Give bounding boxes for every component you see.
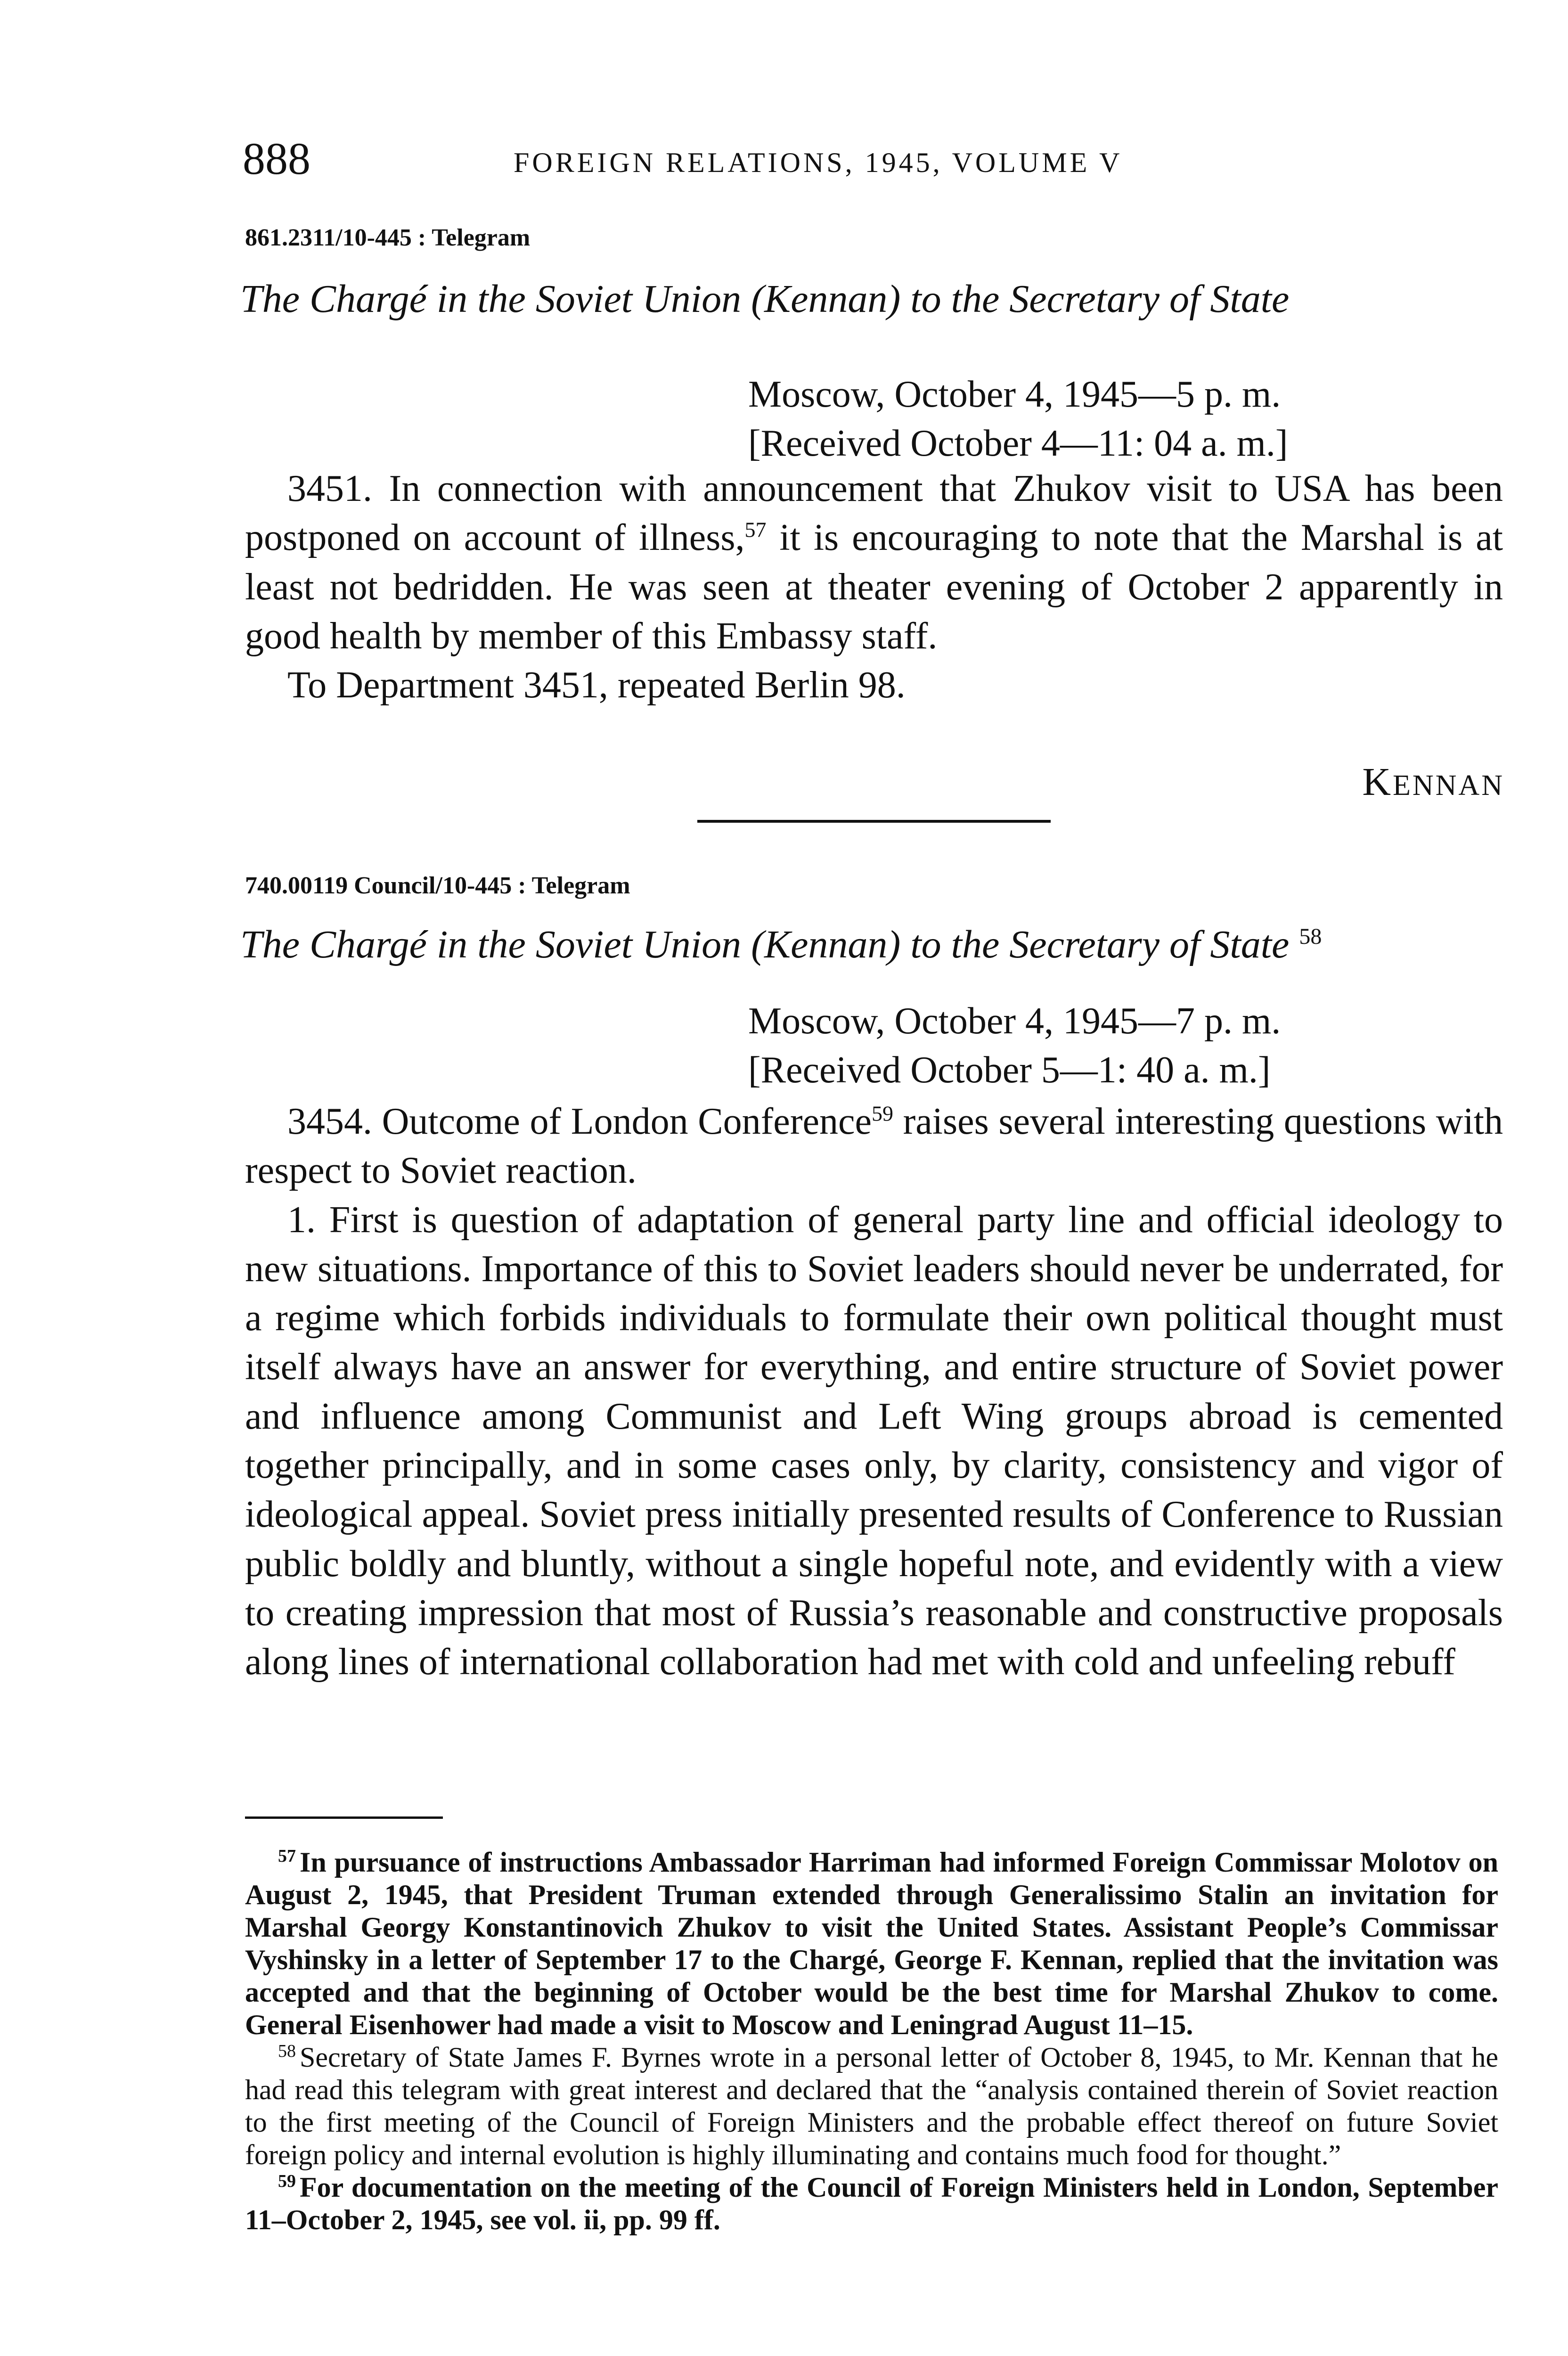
page-number: 888 [243, 133, 310, 184]
doc2-paragraph-1-text-a: 3454. Outcome of London Conference [287, 1101, 872, 1142]
signer-initial: K [1362, 760, 1393, 804]
dateline-2-sent: Moscow, October 4, 1945—7 p. m. [748, 1000, 1281, 1042]
dateline-1-received: [Received October 4—11: 04 a. m.] [748, 423, 1288, 464]
footnote-rule [245, 1816, 443, 1819]
dateline-1 [748, 370, 1502, 468]
file-reference-1: 861.2311/10-445 : Telegram [245, 224, 531, 251]
footnote-57-text: In pursuance of instructions Ambassador Harriman had informed Foreign Commissar Molotov on August 2, 1945, that President Truman extended through Generalissimo Stalin an invitation for Marshal Georgy Konstantinovich Zhukov to visit the United States. Assistant People’s Commissar Vyshinsky in a letter of September 17 to the Chargé, George F. Kennan, replied that the invitation was accepted and that the beginning of October would be the best time for Marshal Zhukov to come. General Eisenhower had made a visit to Moscow and Leningrad August 11–15. [245, 1847, 1498, 2040]
footnote-59-text: For documentation on the meeting of the Council of Foreign Ministers held in London, September 11–October 2, 1945, see vol. ii, pp. 99 ff. [245, 2172, 1498, 2235]
signer-rest: ENNAN [1393, 769, 1504, 802]
footnote-ref-57: 57 [744, 517, 767, 542]
footnote-58-number: 58 [278, 2041, 296, 2061]
footnote-59 [245, 2171, 1498, 2236]
footnote-58 [245, 2041, 1498, 2171]
file-reference-2: 740.00119 Council/10-445 : Telegram [245, 872, 630, 899]
footnotes [245, 1846, 1498, 2236]
document-title-2-text: The Chargé in the Soviet Union (Kennan) to the Secretary of State [240, 923, 1290, 966]
footnote-58-text: Secretary of State James F. Byrnes wrote in a personal letter of October 8, 1945, to Mr. Kennan that he had read this telegram with great interest and declared that the “analysis contained therein of Soviet reaction to the first meeting of the Council of Foreign Ministers and the probable effect thereof on future Soviet foreign policy and internal evolution is highly illuminating and contains much food for thought.” [245, 2042, 1498, 2170]
document-title-2 [240, 921, 1322, 968]
doc1-paragraph-1 [245, 464, 1503, 661]
doc1-paragraph-1-text-b: it is encouraging to note that the Marshal is at least not bedridden. He was seen at theater evening of October 2 apparently in good health by member of this Embassy staff. [245, 517, 1503, 657]
section-divider [697, 820, 1051, 823]
doc1-paragraph-1-text-a: 3451. In connection with announcement that Zhukov visit to USA has been postponed on account of illness, [245, 468, 1503, 559]
doc2-paragraph-2: 1. First is question of adaptation of general party line and official ideology to new situations. Importance of this to Soviet leaders should never be underrated, for a regime which forbids individuals to formulate their own political thought must itself always have an answer for everything, and entire structure of Soviet power and influence among Communist and Left Wing groups abroad is cemented together principally, and in some cases only, by clarity, consistency and vigor of ideological appeal. Soviet press initially presented results of Conference to Russian public boldly and bluntly, without a single hopeful note, and evidently with a view to creating impression that most of Russia’s reasonable and constructive proposals along lines of international collaboration had met with cold and unfeeling rebuff [245, 1199, 1503, 1683]
footnote-ref-58: 58 [1299, 924, 1322, 949]
footnote-57-number: 57 [278, 1846, 296, 1866]
footnote-ref-59: 59 [871, 1101, 893, 1126]
document-title-1: The Chargé in the Soviet Union (Kennan) to the Secretary of State [240, 277, 1290, 321]
dateline-2 [748, 997, 1502, 1095]
doc2-paragraph-1-text-b: raises several interesting questions with respect to Soviet reaction. [245, 1101, 1503, 1192]
footnote-57 [245, 1846, 1498, 2041]
footnote-59-number: 59 [278, 2171, 296, 2191]
document-2-body [245, 1097, 1503, 1687]
signature-kennan-1 [1362, 760, 1504, 804]
dateline-2-received: [Received October 5—1: 40 a. m.] [748, 1049, 1271, 1091]
dateline-1-sent: Moscow, October 4, 1945—5 p. m. [748, 374, 1281, 415]
doc1-paragraph-2: To Department 3451, repeated Berlin 98. [287, 664, 906, 706]
running-head: FOREIGN RELATIONS, 1945, VOLUME V [514, 147, 1123, 178]
document-1-body [245, 464, 1503, 710]
doc2-paragraph-1 [245, 1097, 1503, 1195]
